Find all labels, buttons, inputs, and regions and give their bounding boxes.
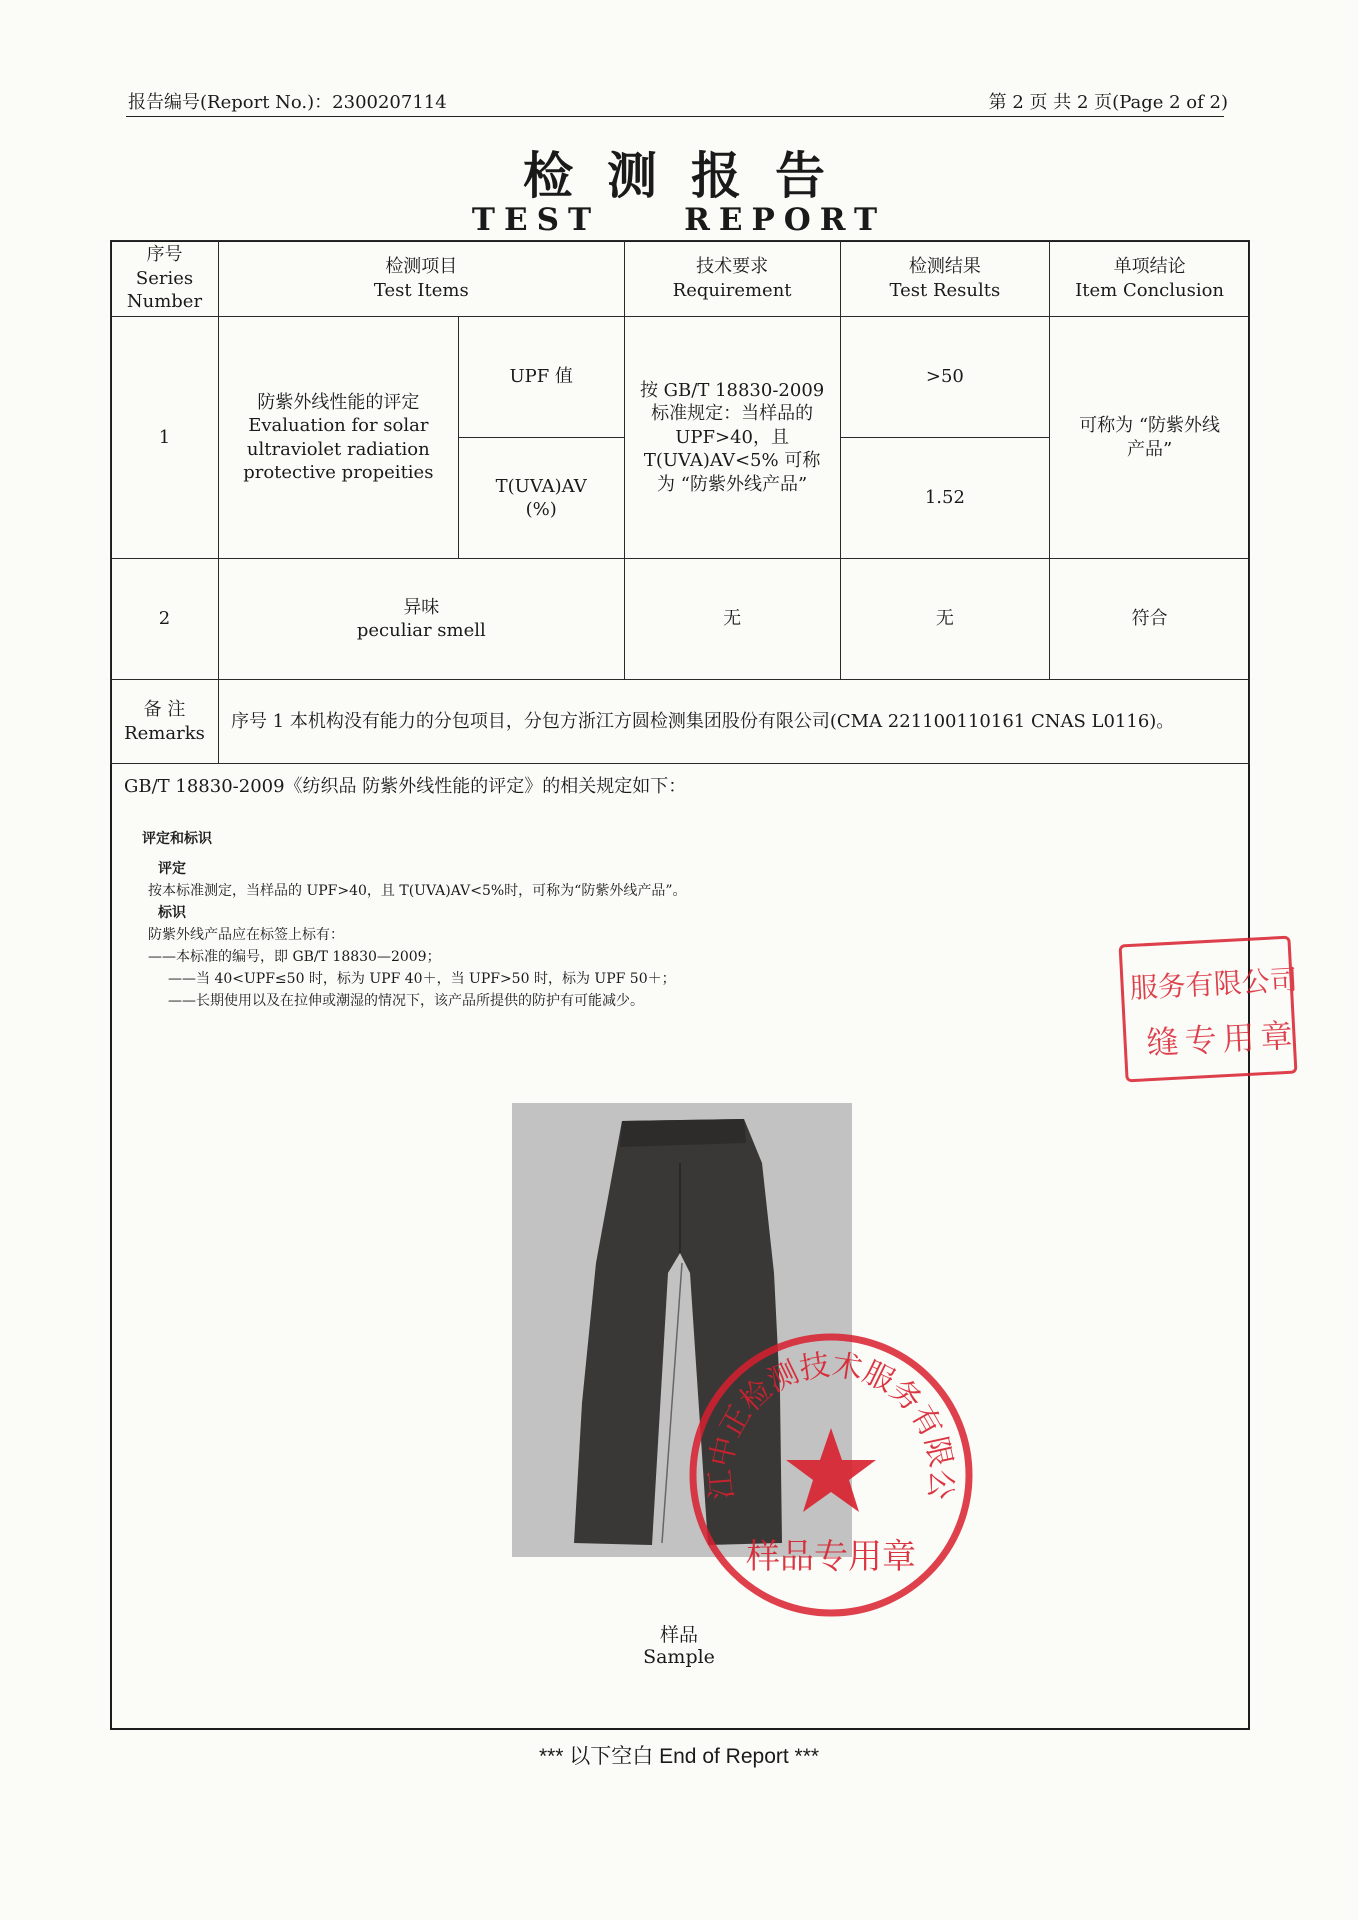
table-header-row (111, 241, 1250, 317)
report-number: 报告编号(Report No.)：2300207114 (128, 92, 447, 113)
title-english-report: REPORT (684, 202, 887, 238)
header-item-conclusion: 单项结论 Item Conclusion (1050, 241, 1250, 317)
clause-line: 按本标准测定，当样品的 UPF>40，且 T(UVA)AV<5%时，可称为“防紫外线产品”。 (148, 883, 687, 899)
row2-requirement: 无 (624, 559, 840, 680)
row1-result-tuva: 1.52 (840, 438, 1050, 559)
clause-line: ——长期使用以及在拉伸或潮湿的情况下，该产品所提供的防护有可能减少。 (168, 993, 644, 1009)
table-row (111, 559, 1250, 680)
row1-sub-tuva: T(UVA)AV (%) (458, 438, 624, 559)
clause-line: ——当 40<UPF≤50 时，标为 UPF 40＋，当 UPF>50 时，标为 UPF 50＋； (168, 971, 676, 987)
sample-seal (686, 1330, 976, 1620)
row1-conclusion: 可称为 “防紫外线产品” (1050, 317, 1250, 559)
row1-requirement: 按 GB/T 18830-2009 标准规定：当样品的 UPF>40，且 T(UVA)AV<5% 可称为 “防紫外线产品” (624, 317, 840, 559)
header-test-results: 检测结果 Test Results (840, 241, 1050, 317)
row2-conclusion: 符合 (1050, 559, 1250, 680)
results-table (110, 240, 1250, 764)
seal-star-icon (786, 1428, 876, 1512)
row1-item: 防紫外线性能的评定 Evaluation for solar ultraviolet radiation protective propeities (218, 317, 458, 559)
title-english (0, 202, 1358, 238)
clause-line: 防紫外线产品应在标签上标有： (148, 927, 344, 943)
title-chinese: 检测报告 (523, 146, 859, 205)
remarks-row (111, 680, 1250, 764)
clause-subheading: 评定 (158, 861, 186, 877)
clause-line: ——本标准的编号，即 GB/T 18830—2009； (148, 949, 441, 965)
seal-bottom-text: 样品专用章 (746, 1537, 916, 1577)
clause-subheading: 标识 (158, 905, 186, 921)
row2-number: 2 (111, 559, 219, 680)
row2-item: 异味 peculiar smell (218, 559, 624, 680)
header-test-items: 检测项目 Test Items (218, 241, 624, 317)
sample-caption-cn: 样品 (659, 1624, 698, 1646)
header-requirement: 技术要求 Requirement (624, 241, 840, 317)
header-divider (126, 116, 1224, 117)
page-indicator: 第 2 页 共 2 页(Page 2 of 2) (988, 92, 1228, 113)
standard-clause-title: GB/T 18830-2009《纺织品 防紫外线性能的评定》的相关规定如下： (124, 776, 687, 797)
remarks-text: 序号 1 本机构没有能力的分包项目，分包方浙江方圆检测集团股份有限公司(CMA 221100110161 CNAS L0116)。 (218, 680, 1249, 764)
row1-number: 1 (111, 317, 219, 559)
end-of-report: *** 以下空白 End of Report *** (538, 1745, 820, 1768)
remarks-label: 备 注 Remarks (111, 680, 219, 764)
row1-result-upf: >50 (840, 317, 1050, 438)
sample-caption-en: Sample (643, 1646, 715, 1668)
title-english-test: TEST (471, 202, 601, 238)
row2-result: 无 (840, 559, 1050, 680)
header-series: 序号 Series Number (111, 241, 219, 317)
clause-heading: 评定和标识 (142, 831, 212, 847)
seam-stamp: 服务有限公司 缝专用章 (1119, 936, 1298, 1083)
table-row (111, 317, 1250, 438)
row1-sub-upf: UPF 值 (458, 317, 624, 438)
standard-clause-excerpt (142, 828, 687, 1012)
seal-arc-text: 江中正检测技术服务有限公 (703, 1347, 959, 1501)
